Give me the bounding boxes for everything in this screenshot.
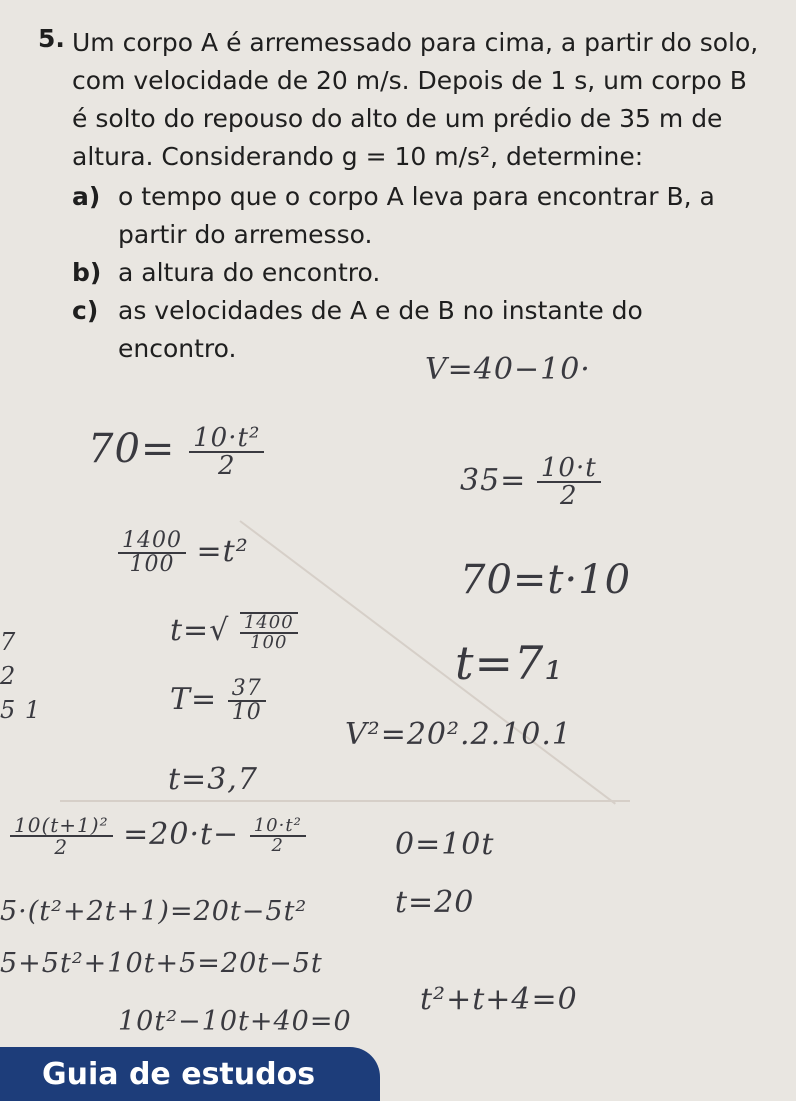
item-text: as velocidades de A e de B no instante do encontro. [118,296,643,363]
fraction [189,425,264,479]
denominator: 2 [271,835,284,856]
eq-lhs: t=√ [170,613,230,648]
problem-5 [28,24,768,368]
equation-T [170,678,266,724]
numerator: 1400 [240,614,298,634]
equation-sqrt [170,612,298,652]
numerator: 1400 [118,530,186,554]
fraction [250,817,306,855]
denominator: 2 [217,451,236,481]
item-a [72,178,768,254]
fraction [537,455,601,509]
equation-35 [460,455,601,509]
statement-line: Um corpo A é arremessado para cima, a partir do solo, [72,28,759,57]
equation-expand-2: 5+5t²+10t+5=20t−5t [0,948,323,979]
eq-lhs: 35= [460,463,527,498]
item-letter: b) [72,258,102,287]
result-t37: t=3,7 [168,762,258,797]
item-letter: a) [72,182,101,211]
equation-70t: 70=t·10 [460,557,632,603]
problem-statement [72,24,768,176]
footer-label: Guia de estudos [42,1057,316,1092]
equation-quadratic-1: 10t²−10t+40=0 [118,1006,352,1037]
equation-1400 [118,530,249,576]
denominator: 100 [129,552,175,577]
result-t7: t=7₁ [455,636,564,690]
fraction [240,612,298,652]
statement-line: com velocidade de 20 m/s. Depois de 1 s, um corpo B [72,66,747,95]
equation-expand-1: 5·(t²+2t+1)=20t−5t² [0,896,308,927]
statement-line: altura. Considerando g = 10 m/s², determine: [72,142,644,171]
fraction [118,530,186,576]
denominator: 2 [54,835,69,859]
equation-quadratic-2: t²+t+4=0 [420,982,578,1017]
eq-lhs: 70= [88,426,176,472]
velocity-equation: V=40−10· [425,352,591,387]
left-margin-marks: 7 2 5 1 [0,628,42,724]
fraction [228,678,266,724]
numerator: 10·t² [250,817,306,837]
faint-horizontal-line [60,800,630,802]
item-text: partir do arremesso. [118,220,373,249]
eq-lhs: T= [170,682,218,717]
footer-banner [0,1047,380,1101]
numerator: 10(t+1)² [10,815,113,837]
equation-70 [88,425,264,479]
fraction [10,815,113,857]
denominator: 10 [231,700,262,725]
problem-number: 5. [38,24,65,53]
item-text: a altura do encontro. [118,258,381,287]
numerator: 10·t² [189,425,264,453]
item-letter: c) [72,296,99,325]
item-b [72,254,768,292]
equation-v-squared: V²=20².2.10.1 [345,717,572,752]
equation-expanded [10,815,306,857]
statement-line: é solto do repouso do alto de um prédio de 35 m de [72,104,723,133]
eq-rhs: =20·t− [123,817,240,852]
numerator: 37 [228,678,266,702]
eq-rhs: =t² [196,534,249,569]
denominator: 100 [250,632,288,653]
problem-items [28,178,768,368]
numerator: 10·t [537,455,601,483]
item-text: o tempo que o corpo A leva para encontrar B, a [118,182,715,211]
result-t20: t=20 [395,885,475,920]
equation-zero: 0=10t [395,827,495,862]
item-c [72,292,768,368]
denominator: 2 [559,481,578,511]
